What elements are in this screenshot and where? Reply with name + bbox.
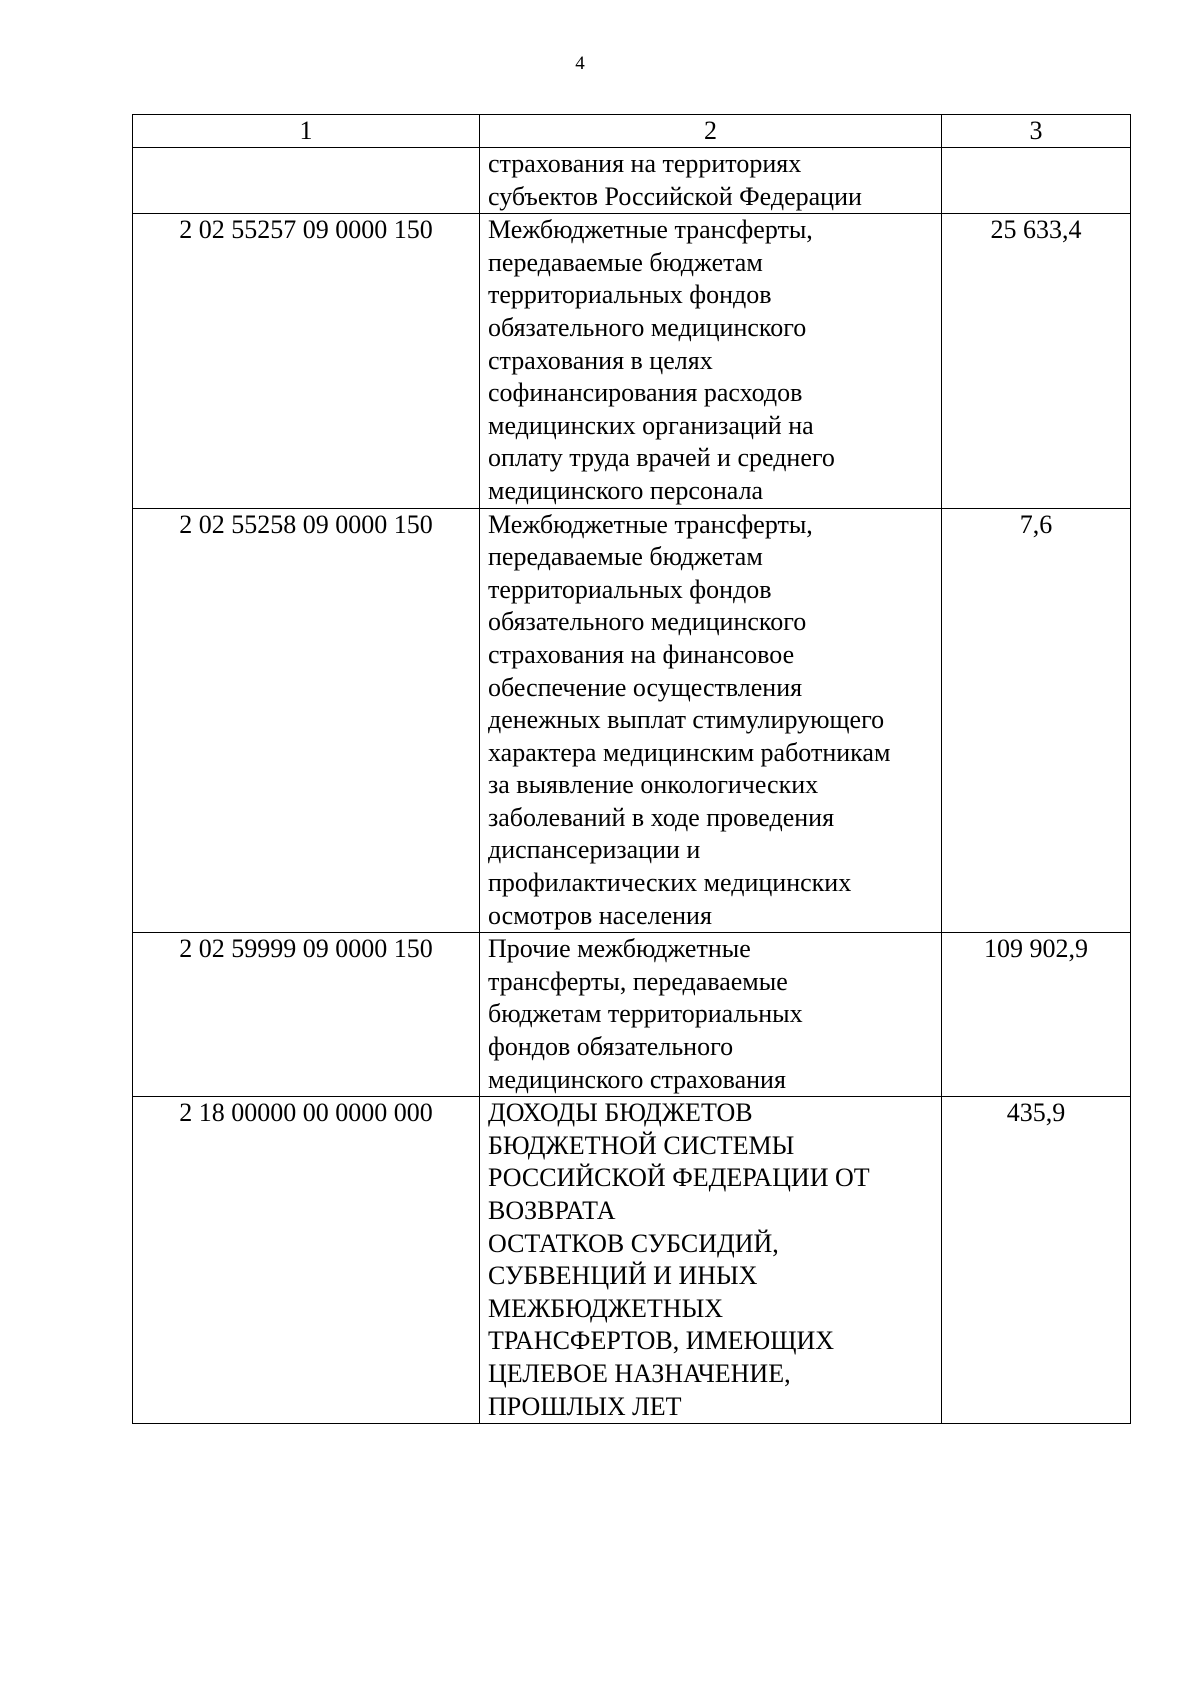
column-header-2: 2 xyxy=(480,115,942,148)
description-line: софинансирования расходов xyxy=(488,378,803,408)
description-line: Межбюджетные трансферты, xyxy=(488,215,813,245)
description-line: страхования на финансовое xyxy=(488,639,795,669)
description-line: передаваемые бюджетам xyxy=(488,542,763,572)
description-line: Прочие межбюджетные xyxy=(488,934,751,964)
description-line: за выявление онкологических xyxy=(488,770,819,800)
description-line: территориальных фондов xyxy=(488,574,772,604)
table-row xyxy=(133,214,1131,508)
column-header-3: 3 xyxy=(942,115,1131,148)
description-line: территориальных фондов xyxy=(488,280,772,310)
description-line: РОССИЙСКОЙ ФЕДЕРАЦИИ ОТ xyxy=(488,1163,870,1193)
revenue-amount: 7,6 xyxy=(942,508,1131,933)
description-line: БЮДЖЕТНОЙ СИСТЕМЫ xyxy=(488,1130,795,1160)
description-line: ОСТАТКОВ СУБСИДИЙ, xyxy=(488,1228,779,1258)
table-row xyxy=(133,148,1131,214)
description-line: медицинского персонала xyxy=(488,475,764,505)
description-line: обязательного медицинского xyxy=(488,607,807,637)
column-header-1: 1 xyxy=(133,115,480,148)
revenue-code: 2 18 00000 00 0000 000 xyxy=(133,1097,480,1424)
description-line: медицинского страхования xyxy=(488,1064,786,1094)
description-line: медицинских организаций на xyxy=(488,410,814,440)
description-line: диспансеризации и xyxy=(488,835,701,865)
table-row xyxy=(133,1097,1131,1424)
description-line: ЦЕЛЕВОЕ НАЗНАЧЕНИЕ, xyxy=(488,1358,791,1388)
revenue-description xyxy=(480,148,942,214)
table-row xyxy=(133,508,1131,933)
revenue-description xyxy=(480,933,942,1097)
description-line: СУБВЕНЦИЙ И ИНЫХ xyxy=(488,1261,758,1291)
revenue-code: 2 02 55258 09 0000 150 xyxy=(133,508,480,933)
description-line: ПРОШЛЫХ ЛЕТ xyxy=(488,1391,682,1421)
description-line: ДОХОДЫ БЮДЖЕТОВ xyxy=(488,1098,753,1128)
revenue-code xyxy=(133,148,480,214)
revenue-code: 2 02 59999 09 0000 150 xyxy=(133,933,480,1097)
description-line: МЕЖБЮДЖЕТНЫХ xyxy=(488,1293,724,1323)
budget-revenue-table xyxy=(132,114,1131,1424)
description-line: денежных выплат стимулирующего xyxy=(488,705,885,735)
revenue-amount: 109 902,9 xyxy=(942,933,1131,1097)
description-line: осмотров населения xyxy=(488,900,712,930)
description-line: заболеваний в ходе проведения xyxy=(488,802,835,832)
table-row xyxy=(133,933,1131,1097)
revenue-amount xyxy=(942,148,1131,214)
revenue-amount: 435,9 xyxy=(942,1097,1131,1424)
description-line: оплату труда врачей и среднего xyxy=(488,443,835,473)
page-number: 4 xyxy=(575,53,585,74)
description-line: ТРАНСФЕРТОВ, ИМЕЮЩИХ xyxy=(488,1326,835,1356)
revenue-description xyxy=(480,1097,942,1424)
description-line: профилактических медицинских xyxy=(488,868,852,898)
description-line: обязательного медицинского xyxy=(488,312,807,342)
revenue-description xyxy=(480,214,942,508)
description-line: трансферты, передаваемые xyxy=(488,966,788,996)
description-line: субъектов Российской Федерации xyxy=(488,181,862,211)
description-line: страхования на территориях xyxy=(488,149,802,178)
description-line: характера медицинским работникам xyxy=(488,737,891,767)
revenue-description xyxy=(480,508,942,933)
revenue-amount: 25 633,4 xyxy=(942,214,1131,508)
description-line: передаваемые бюджетам xyxy=(488,247,763,277)
description-line: фондов обязательного xyxy=(488,1032,734,1062)
table-header-row xyxy=(133,115,1131,148)
description-line: обеспечение осуществления xyxy=(488,672,803,702)
description-line: Межбюджетные трансферты, xyxy=(488,509,813,539)
description-line: ВОЗВРАТА xyxy=(488,1196,616,1225)
revenue-code: 2 02 55257 09 0000 150 xyxy=(133,214,480,508)
description-line: бюджетам территориальных xyxy=(488,999,803,1029)
description-line: страхования в целях xyxy=(488,345,713,375)
